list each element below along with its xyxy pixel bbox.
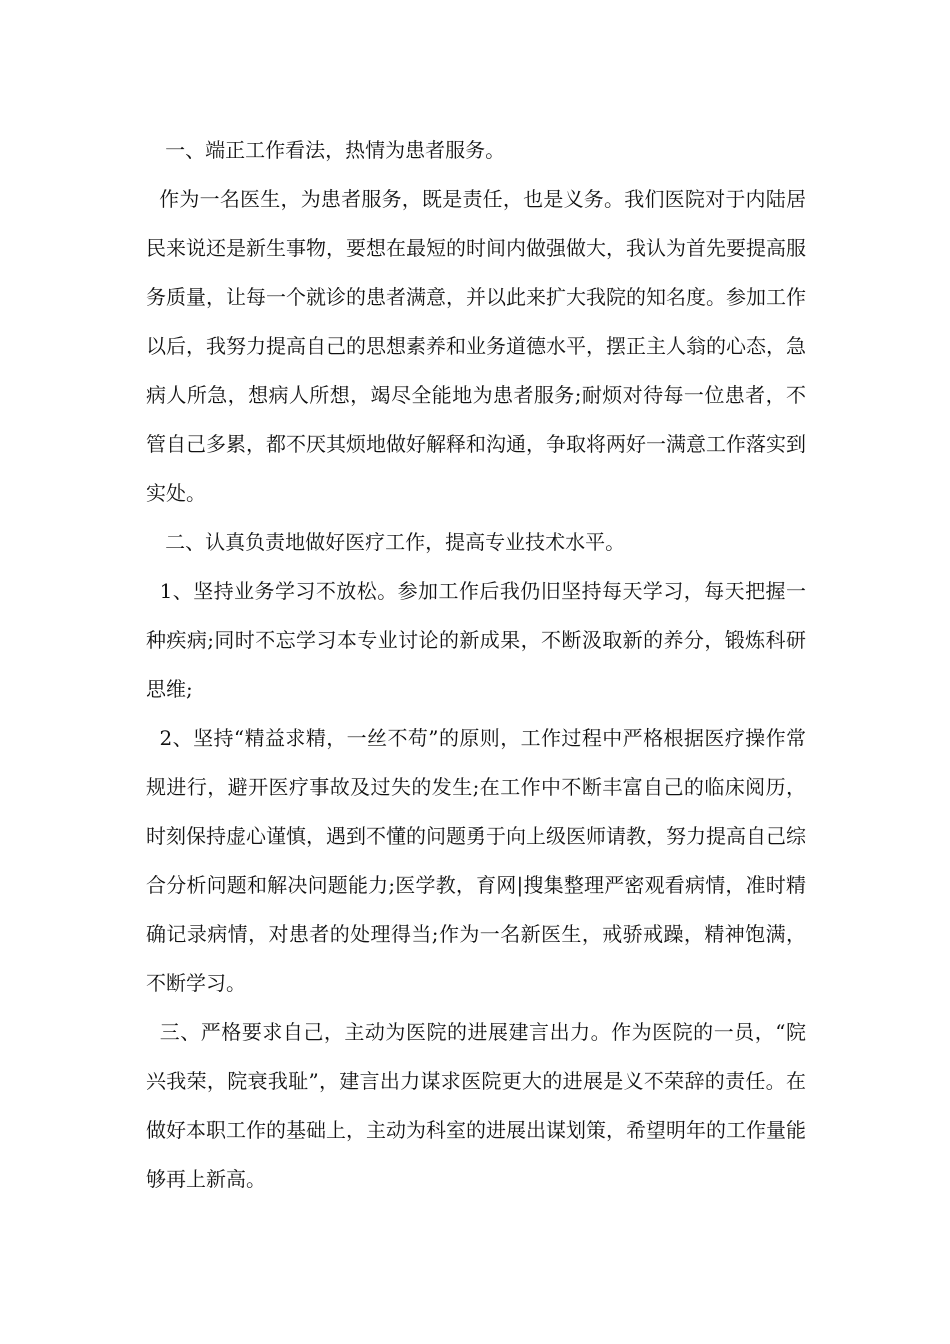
section-heading-2: 二、认真负责地做好医疗工作，提高专业技术水平。 xyxy=(146,530,626,554)
paragraph-2: 1、坚持业务学习不放松。参加工作后我仍旧坚持每天学习，每天把握一种疾病;同时不忘学习本专业讨论的新成果，不断汲取新的养分，锻炼科研思维; xyxy=(146,579,806,701)
section-heading-1: 一、端正工作看法，热情为患者服务。 xyxy=(146,138,506,162)
paragraph-3: 2、坚持“精益求精，一丝不苟”的原则，工作过程中严格根据医疗操作常规进行，避开医疗事故及过失的发生;在工作中不断丰富自己的临床阅历，时刻保持虚心谨慎，遇到不懂的问题勇于向上级医师请教，努力提高自己综合分析问题和解决问题能力;医学教，育网|搜集整理严密观看病情，准时精确记录病情，对患者的处理得当;作为一名新医生，戒骄戒躁，精神饱满，不断学习。 xyxy=(146,726,806,995)
paragraph-4: 三、严格要求自己，主动为医院的进展建言出力。作为医院的一员，“院兴我荣，院衰我耻”，建言出力谋求医院更大的进展是义不荣辞的责任。在做好本职工作的基础上，主动为科室的进展出谋划策，希望明年的工作量能够再上新高。 xyxy=(146,1020,806,1191)
document-body xyxy=(146,126,806,1204)
paragraph-1: 作为一名医生，为患者服务，既是责任，也是义务。我们医院对于内陆居民来说还是新生事物，要想在最短的时间内做强做大，我认为首先要提高服务质量，让每一个就诊的患者满意，并以此来扩大我院的知名度。参加工作以后，我努力提高自己的思想素养和业务道德水平，摆正主人翁的心态，急病人所急，想病人所想，竭尽全能地为患者服务;耐烦对待每一位患者，不管自己多累，都不厌其烦地做好解释和沟通，争取将两好一满意工作落实到实处。 xyxy=(146,187,806,505)
